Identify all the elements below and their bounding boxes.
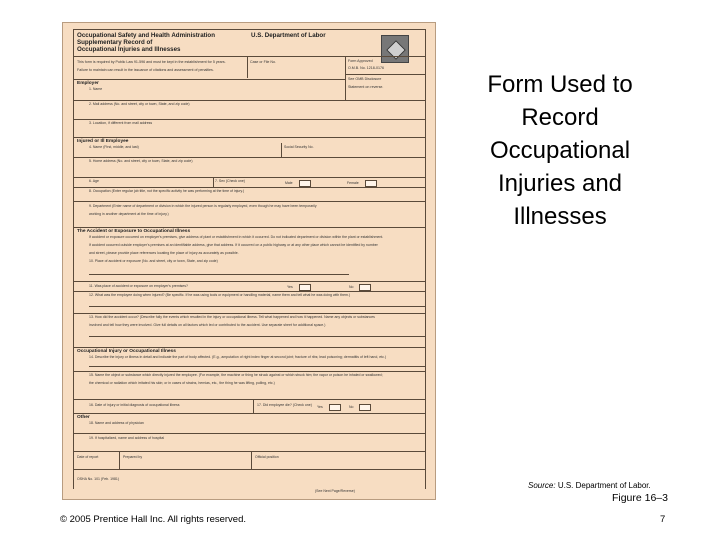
field-injury-description: 14. Describe the injury or illness in detail and indicate the part of body affected. (E.g., amputation of right index finger at second joint; fracture of ribs; lead poisoning; dermatitis of left hand, etc.) <box>89 355 387 359</box>
omb-number-label: O.M.B. No. 1218-0176 <box>348 66 384 70</box>
field-object-substance-cont: the chemical or radiation which irritated his skin; or in cases of strains, hernias, etc., the thing he was lifting, pulling, etc.) <box>89 381 275 385</box>
copyright-notice: © 2005 Prentice Hall Inc. All rights reserved. <box>60 514 247 525</box>
form-header-title: Occupational Injuries and Illnesses <box>77 46 181 53</box>
field-how-occurred: 13. How did the accident occur? (Describe fully the events which resulted in the injury or occupational illness. Tell what happened and how it happened. Name any objects or substances <box>89 315 375 319</box>
premises-no-label: No <box>349 285 354 289</box>
form-header-department: U.S. Department of Labor <box>251 32 326 39</box>
slide-title-line: Record <box>521 104 599 131</box>
form-see-next-page: (See Next Page/Reverse) <box>315 489 355 493</box>
accident-instruction-1: If accident or exposure occurred on employer's premises, give address of plant or establishment in which it occurred. Do not indicated department or division within the plant or establishment. <box>89 235 384 239</box>
premises-yes-checkbox <box>299 284 311 291</box>
slide-title-line: Form Used to <box>487 71 633 98</box>
source-credit <box>528 481 651 490</box>
field-object-substance: 15. Name the object or substance which directly injured the employee. (For example, the machine or thing he struck against or which struck him; the vapor or poison he inhaled or swallowed; <box>89 373 383 377</box>
sex-male-checkbox <box>299 180 311 187</box>
field-department-cont: working in another department at the time of injury.) <box>89 212 169 216</box>
slide-title-line: Injuries and <box>497 170 623 197</box>
omb-disclosure-label: See OMB Disclosure <box>348 77 382 81</box>
field-injury-date: 16. Date of injury or initial diagnosis of occupational illness <box>89 403 180 407</box>
premises-yes-label: Yes <box>287 285 293 289</box>
field-employee-died: 17. Did employee die? (Check one) <box>257 403 312 407</box>
field-prepared-by: Prepared by <box>123 455 143 459</box>
form-approved-label: Form Approved <box>348 59 373 63</box>
field-date-of-report: Date of report <box>77 455 99 459</box>
field-employee-activity: 12. What was the employee doing when injured? (Be specific. If he was using tools or equipment or handling material, name them and tell what he was doing with them.) <box>89 293 351 297</box>
section-injury: Occupational Injury or Occupational Illness <box>77 349 176 354</box>
field-official-position: Official position <box>255 455 279 459</box>
field-department: 9. Department (Enter name of department or division in which the injured person is regularly employed, even though he may have been temporarily <box>89 204 317 208</box>
field-how-occurred-cont: involved and tell how they were involved. Give full details on all factors which led or contributed to the accident. Use separate sheet for additional space.) <box>89 323 326 327</box>
field-sex: 7. Sex (Check one) <box>215 179 245 183</box>
field-home-address: 5. Home address (No. and street, city or town, State, and zip code) <box>89 159 193 163</box>
case-file-label: Case or File No. <box>250 60 276 64</box>
field-hospital: 19. If hospitalized, name and address of hospital <box>89 436 165 440</box>
field-physician: 18. Name and address of physician <box>89 421 144 425</box>
form-intro-line-2: Failure to maintain can result in the issuance of citations and assessment of penalties. <box>77 68 214 72</box>
source-label: Source: <box>528 481 556 490</box>
field-mail-address: 2. Mail address (No. and street, city or town, State, and zip code) <box>89 102 190 106</box>
died-yes-checkbox <box>329 404 341 411</box>
field-location: 3. Location, if different from mail address <box>89 121 153 125</box>
died-no-checkbox <box>359 404 371 411</box>
page-number: 7 <box>660 514 666 525</box>
field-ssn: Social Security No. <box>284 145 314 149</box>
section-employer: Employer <box>77 81 99 86</box>
slide-title-line: Occupational <box>489 137 631 164</box>
field-occupation: 8. Occupation (Enter regular job title, not the specific activity he was performing at the time of injury.) <box>89 189 245 193</box>
form-number: OSHA No. 101 (Feb. 1981) <box>77 477 120 481</box>
section-accident: The Accident or Exposure to Occupational Illness <box>77 229 191 234</box>
field-employer-name: 1. Name <box>89 87 103 91</box>
source-text: U.S. Department of Labor. <box>557 481 651 490</box>
accident-instruction-2: If accident occurred outside employer's premises at an identifiable address, give that address. If it occurred on a public highway or at any other place which cannot be identified by number <box>89 243 378 247</box>
field-place-of-accident: 10. Place of accident or exposure (No. and street, city or town, State, and zip code) <box>89 259 218 263</box>
sex-female-checkbox <box>365 180 377 187</box>
form-header-record: Supplementary Record of <box>77 39 153 46</box>
section-other: Other <box>77 415 90 420</box>
died-no-label: No <box>349 405 354 409</box>
form-header-agency: Occupational Safety and Health Administration <box>77 32 215 39</box>
field-employee-name: 4. Name (First, middle, and last) <box>89 145 139 149</box>
figure-label: Figure 16–3 <box>611 492 668 504</box>
slide-title <box>470 68 650 233</box>
section-employee: Injured or Ill Employee <box>77 139 129 144</box>
sex-female-label: Female <box>347 181 359 185</box>
sex-male-label: Male <box>285 181 293 185</box>
form-intro-line-1: This form is required by Public Law 91-596 and must be kept in the establishment for 5 years. <box>77 60 226 64</box>
omb-statement-label: Statement on reverse. <box>348 85 384 89</box>
premises-no-checkbox <box>359 284 371 291</box>
dol-seal-icon <box>381 35 409 63</box>
osha-form-image <box>62 22 436 500</box>
accident-instruction-3: and street, please provide place references locating the place of injury as accurately as possible. <box>89 251 239 255</box>
died-yes-label: Yes <box>317 405 323 409</box>
field-age: 6. Age <box>89 179 99 183</box>
field-on-premises: 11. Was place of accident or exposure on employer's premises? <box>89 284 188 288</box>
slide-title-line: Illnesses <box>513 203 607 230</box>
